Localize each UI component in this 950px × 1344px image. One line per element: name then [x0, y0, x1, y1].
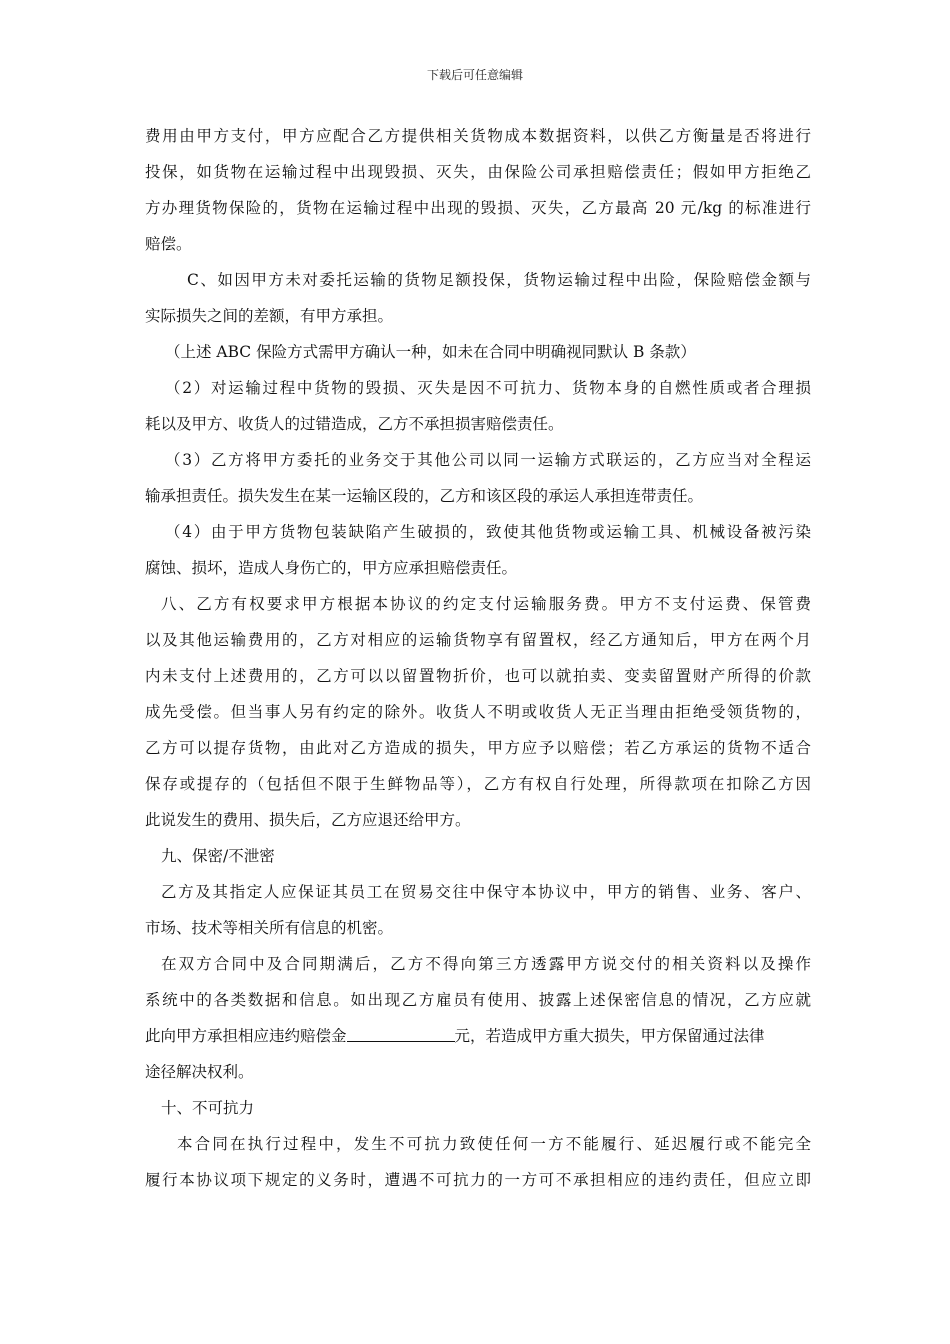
text-line: （2）对运输过程中货物的毁损、灭失是因不可抗力、货物本身的自燃性质或者合理损 [165, 379, 811, 397]
text-line: 途径解决权利。 [145, 1063, 254, 1081]
text-line: 实际损失之间的差额，有甲方承担。 [145, 307, 394, 325]
text-line: 输承担责任。损失发生在某一运输区段的，乙方和该区段的承运人承担连带责任。 [145, 487, 704, 505]
text-line: C、如因甲方未对委托运输的货物足额投保，货物运输过程中出险，保险赔偿金额与 [187, 271, 811, 289]
page-header: 下载后可任意编辑 [426, 68, 523, 82]
text-line: （4）由于甲方货物包装缺陷产生破损的，致使其他货物或运输工具、机械设备被污染 [165, 523, 811, 541]
text-line: 赔偿。 [145, 235, 192, 253]
text-fragment: 此向甲方承担相应违约赔偿金 [145, 1027, 347, 1045]
text-fragment: 元，若造成甲方重大损失，甲方保留通过法律 [454, 1027, 765, 1045]
text-line: 保存或提存的（包括但不限于生鲜物品等），乙方有权自行处理，所得款项在扣除乙方因 [145, 775, 811, 793]
text-line [145, 1018, 811, 1054]
blank-underline [347, 1026, 455, 1042]
text-line: （上述 ABC 保险方式需甲方确认一种，如未在合同中明确视同默认 B 条款） [165, 343, 696, 361]
text-line: 八、乙方有权要求甲方根据本协议的约定支付运输服务费。甲方不支付运费、保管费 [161, 595, 811, 613]
text-line: 乙方及其指定人应保证其员工在贸易交往中保守本协议中，甲方的销售、业务、客户、 [161, 883, 811, 901]
text-line: 履行本协议项下规定的义务时，遭遇不可抗力的一方可不承担相应的违约责任，但应立即 [145, 1171, 811, 1189]
text-line: 市场、技术等相关所有信息的机密。 [145, 919, 394, 937]
text-line: 费用由甲方支付，甲方应配合乙方提供相关货物成本数据资料，以供乙方衡量是否将进行 [145, 127, 811, 145]
text-line: 以及其他运输费用的，乙方对相应的运输货物享有留置权，经乙方通知后，甲方在两个月 [145, 631, 811, 649]
document-body [145, 118, 811, 1198]
section-heading: 十、不可抗力 [161, 1099, 255, 1117]
text-line: 腐蚀、损坏，造成人身伤亡的，甲方应承担赔偿责任。 [145, 559, 518, 577]
text-line: 在双方合同中及合同期满后，乙方不得向第三方透露甲方说交付的相关资料以及操作 [161, 955, 811, 973]
section-heading: 九、保密/不泄密 [161, 847, 275, 865]
text-line: 乙方可以提存货物，由此对乙方造成的损失，甲方应予以赔偿；若乙方承运的货物不适合 [145, 739, 811, 757]
text-line: 耗以及甲方、收货人的过错造成，乙方不承担损害赔偿责任。 [145, 415, 564, 433]
text-line: 投保，如货物在运输过程中出现毁损、灭失，由保险公司承担赔偿责任；假如甲方拒绝乙 [145, 163, 811, 181]
text-line: 方办理货物保险的，货物在运输过程中出现的毁损、灭失，乙方最高 20 元/kg 的标准进行 [145, 199, 811, 217]
text-line: 此说发生的费用、损失后，乙方应退还给甲方。 [145, 811, 471, 829]
text-line: 成先受偿。但当事人另有约定的除外。收货人不明或收货人无正当理由拒绝受领货物的， [145, 703, 811, 721]
text-line: 本合同在执行过程中，发生不可抗力致使任何一方不能履行、延迟履行或不能完全 [177, 1135, 811, 1153]
text-line: 内未支付上述费用的，乙方可以以留置物折价，也可以就拍卖、变卖留置财产所得的价款 [145, 667, 811, 685]
text-line: （3）乙方将甲方委托的业务交于其他公司以同一运输方式联运的，乙方应当对全程运 [165, 451, 811, 469]
text-line: 系统中的各类数据和信息。如出现乙方雇员有使用、披露上述保密信息的情况，乙方应就 [145, 991, 811, 1009]
